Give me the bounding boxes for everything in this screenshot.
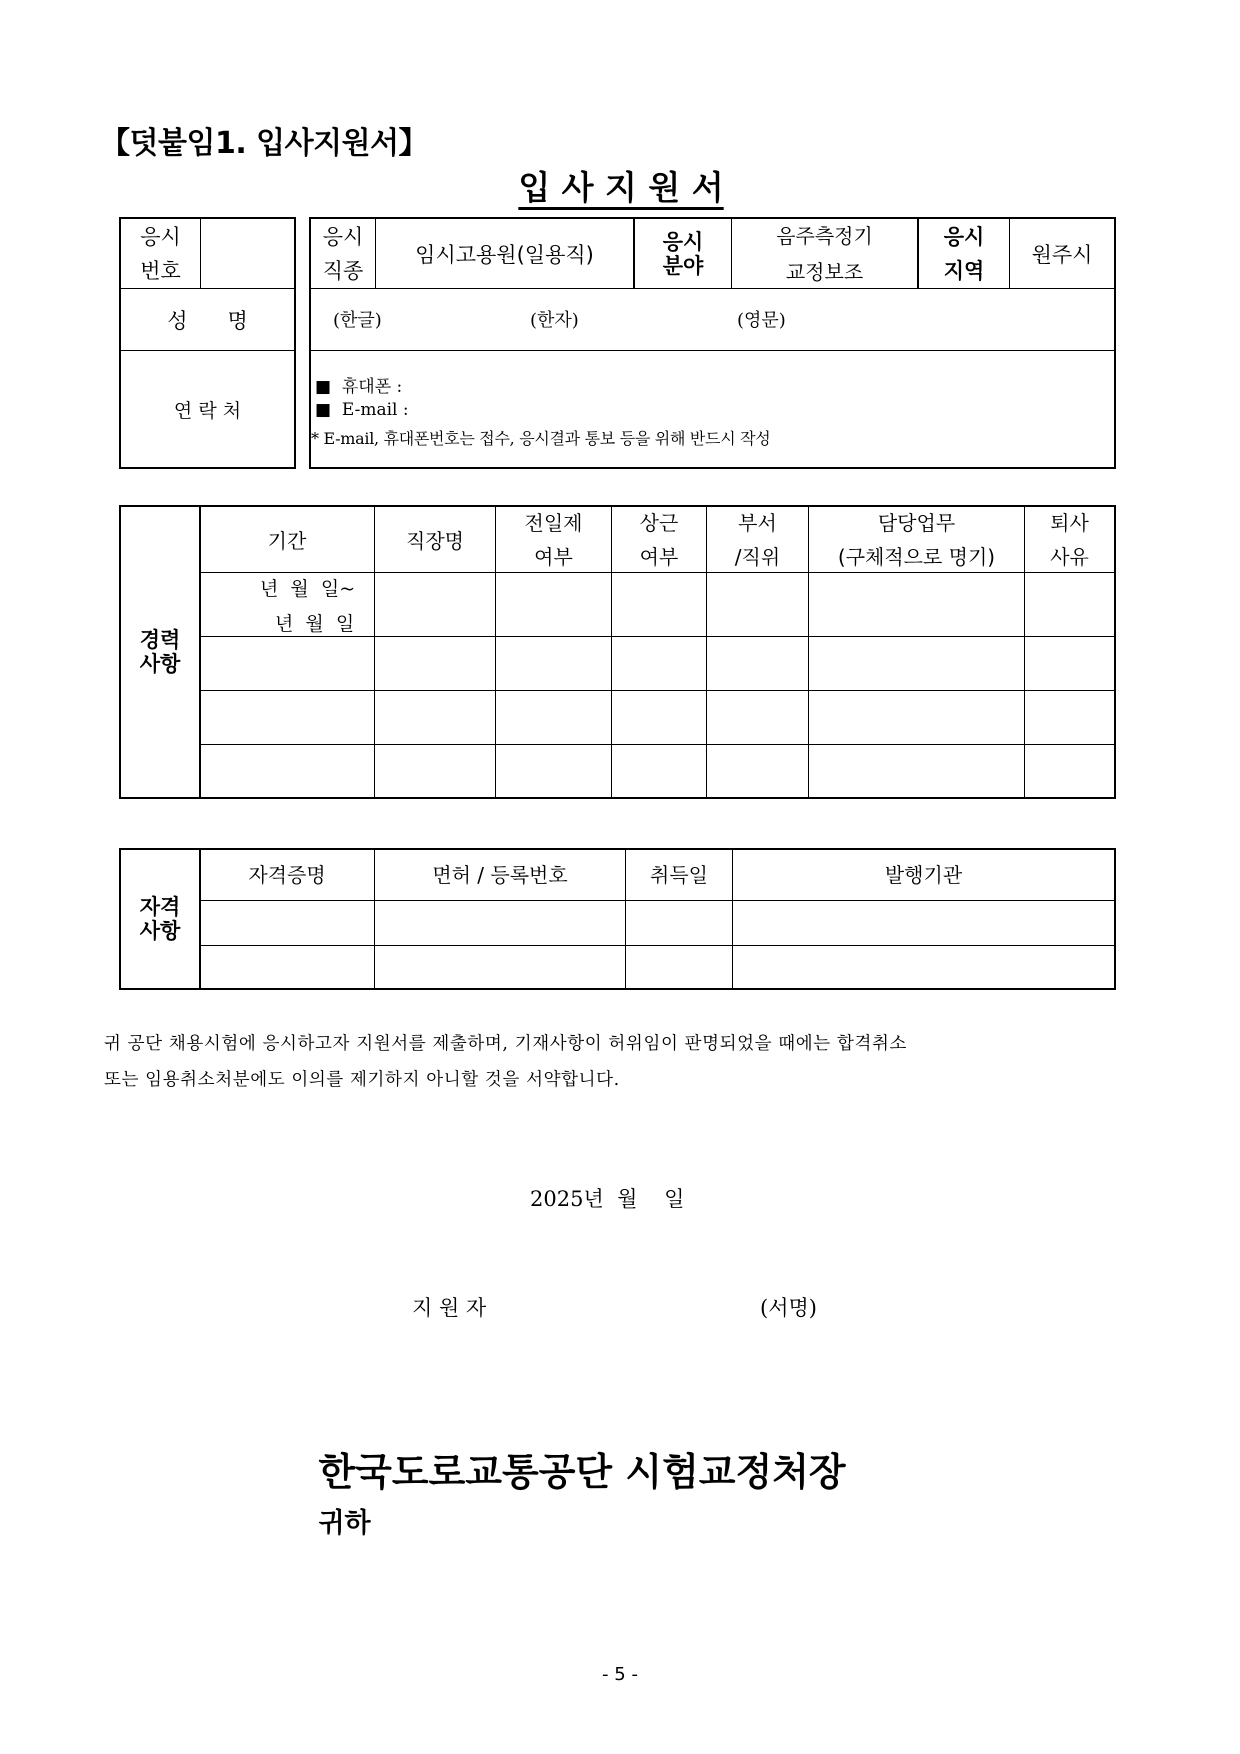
field-label: 응시 분야 xyxy=(662,229,704,278)
career-section-label: 경력 사항 xyxy=(139,628,181,676)
contact-label: 연 락 처 xyxy=(173,399,242,422)
career-header-company: 직장명 xyxy=(406,529,464,553)
career-period-line1: 년 월 일~ xyxy=(260,578,356,600)
certificate-header-name: 자격증명 xyxy=(248,862,326,887)
certificate-header-number: 면허 / 등록번호 xyxy=(432,862,568,887)
field-value: 음주측정기 교정보조 xyxy=(776,223,873,284)
contact-note: * E-mail, 휴대폰번호는 접수, 응시결과 통보 등을 위해 반드시 작성 xyxy=(311,429,771,448)
region-label: 응시 지역 xyxy=(943,224,985,283)
job-type-value: 임시고용원(일용직) xyxy=(415,242,594,267)
recipient-name: 한국도로교통공단 시험교정처장 xyxy=(318,1449,846,1494)
page-number: - 5 - xyxy=(602,1664,638,1685)
attachment-title: 【덧붙임1. 입사지원서】 xyxy=(100,126,429,161)
signature-field[interactable]: (서명) xyxy=(760,1296,817,1320)
career-header-fulltime: 전일제 여부 xyxy=(524,510,583,569)
pledge-line-1: 귀 공단 채용시험에 응시하고자 지원서를 제출하며, 기재사항이 허위임이 판명되었을 때에는 합격취소 xyxy=(104,1034,907,1054)
career-header-permanent: 상근 여부 xyxy=(639,510,679,569)
certificate-header-issuer: 발행기관 xyxy=(884,862,963,887)
job-type-label: 응시 직종 xyxy=(322,224,364,283)
name-english-label: (영문) xyxy=(737,310,786,331)
name-korean-label: (한글) xyxy=(333,310,382,331)
career-header-reason: 퇴사 사유 xyxy=(1050,510,1089,569)
career-period-line2: 년 월 일 xyxy=(275,613,355,635)
exam-number-label: 응시 번호 xyxy=(140,224,181,283)
email-label: ■ E-mail : xyxy=(315,400,409,420)
recipient-suffix: 귀하 xyxy=(318,1508,371,1539)
region-value: 원주시 xyxy=(1031,242,1093,267)
pledge-line-2: 또는 임용취소처분에도 이의를 제기하지 아니할 것을 서약합니다. xyxy=(104,1070,620,1090)
name-hanja-label: (한자) xyxy=(530,310,579,331)
signature-date: 2025년 월 일 xyxy=(530,1187,685,1211)
recipient xyxy=(292,1396,846,1541)
career-header-period: 기간 xyxy=(267,529,307,553)
career-header-department: 부서 /직위 xyxy=(734,510,781,569)
name-label: 성 명 xyxy=(167,308,248,333)
phone-label: ■ 휴대폰 : xyxy=(315,377,403,397)
form-title: 입 사 지 원 서 xyxy=(518,168,724,207)
certificate-section-label: 자격 사항 xyxy=(139,895,181,943)
applicant-label: 지 원 자 xyxy=(412,1296,487,1320)
exam-number-field[interactable] xyxy=(201,219,294,288)
career-header-duties: 담당업무 (구체적으로 명기) xyxy=(837,510,996,569)
certificate-header-date: 취득일 xyxy=(650,862,708,887)
